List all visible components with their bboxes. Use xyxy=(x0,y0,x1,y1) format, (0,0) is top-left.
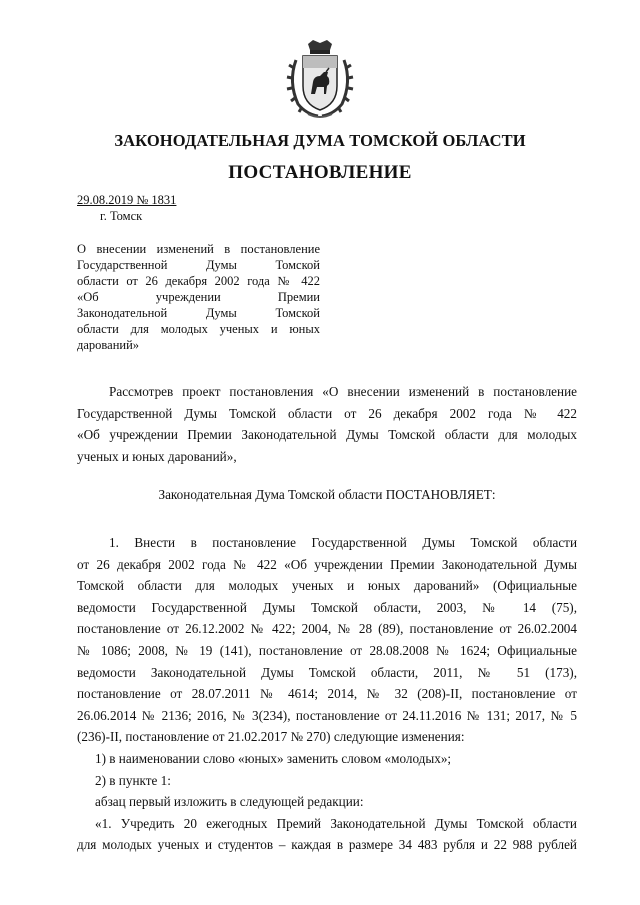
subject-line: Государственной Думы Томской xyxy=(77,258,320,272)
preamble-line: «Об учреждении Премии Законодательной Думы Томской области для молодых xyxy=(77,427,577,443)
item-1-line: 1. Внести в постановление Государственной Думы Томской области xyxy=(109,535,577,550)
resolution-line: Законодательная Дума Томской области ПОСТАНОВЛЯЕТ: xyxy=(158,487,496,502)
preamble-paragraph xyxy=(77,381,577,467)
document-subject xyxy=(77,241,320,353)
change-4-line: «1. Учредить 20 ежегодных Премий Законодательной Думы Томской области xyxy=(95,815,577,831)
resolution-paragraph xyxy=(77,484,577,506)
subject-line: О внесении изменений в постановление xyxy=(77,242,320,256)
change-4-line: для молодых ученых и студентов – каждая в размере 34 483 рубля и 22 988 рублей xyxy=(77,837,577,853)
subject-line: дарований» xyxy=(77,338,140,352)
document-date-number: 29.08.2019 № 1831 xyxy=(77,193,177,207)
item-1-line: 26.06.2014 № 2136; 2016, № 3(234), постановление от 24.11.2016 № 131; 2017, № 5 xyxy=(77,707,577,723)
item-1-line: ведомости Законодательной Думы Томской области, 2011, № 51 (173), xyxy=(77,664,577,680)
change-3: абзац первый изложить в следующей редакции: xyxy=(95,794,364,810)
change-2: 2) в пункте 1: xyxy=(95,772,171,788)
item-1-paragraph xyxy=(77,532,577,856)
subject-line: области для молодых ученых и юных xyxy=(77,322,320,336)
preamble-line: ученых и юных дарований», xyxy=(77,448,237,464)
change-1: 1) в наименовании слово «юных» заменить словом «молодых»; xyxy=(95,750,452,766)
preamble-line: Рассмотрев проект постановления «О внесении изменений в постановление xyxy=(109,384,577,399)
item-1-line: от 26 декабря 2002 года № 422 «Об учреждении Премии Законодательной Думы xyxy=(77,556,577,572)
subject-line: области от 26 декабря 2002 года № 422 xyxy=(77,274,320,288)
subject-line: Законодательной Думы Томской xyxy=(77,306,320,320)
organization-title: ЗАКОНОДАТЕЛЬНАЯ ДУМА ТОМСКОЙ ОБЛАСТИ xyxy=(114,131,526,150)
item-1-line: постановление от 28.07.2011 № 4614; 2014, № 32 (208)-II, постановление от xyxy=(77,686,577,702)
item-1-line: (236)-II, постановление от 21.02.2017 № 270) следующие изменения: xyxy=(77,729,465,745)
document-city: г. Томск xyxy=(100,209,143,223)
preamble-line: Государственной Думы Томской области от 26 декабря 2002 года № 422 xyxy=(77,405,577,421)
item-1-line: Томской области для молодых ученых и юных дарований» (Официальные xyxy=(77,578,577,594)
document-type-title: ПОСТАНОВЛЕНИЕ xyxy=(228,162,412,183)
item-1-line: ведомости Государственной Думы Томской области, 2003, № 14 (75), xyxy=(77,599,577,615)
tomsk-region-coat-of-arms-icon xyxy=(286,38,354,120)
subject-line: «Об учреждении Премии xyxy=(77,290,320,304)
item-1-line: постановление от 26.12.2002 № 422; 2004, № 28 (89), постановление от 26.02.2004 xyxy=(77,621,577,637)
item-1-line: № 1086; 2008, № 19 (141), постановление от 28.08.2008 № 1624; Официальные xyxy=(77,642,577,658)
